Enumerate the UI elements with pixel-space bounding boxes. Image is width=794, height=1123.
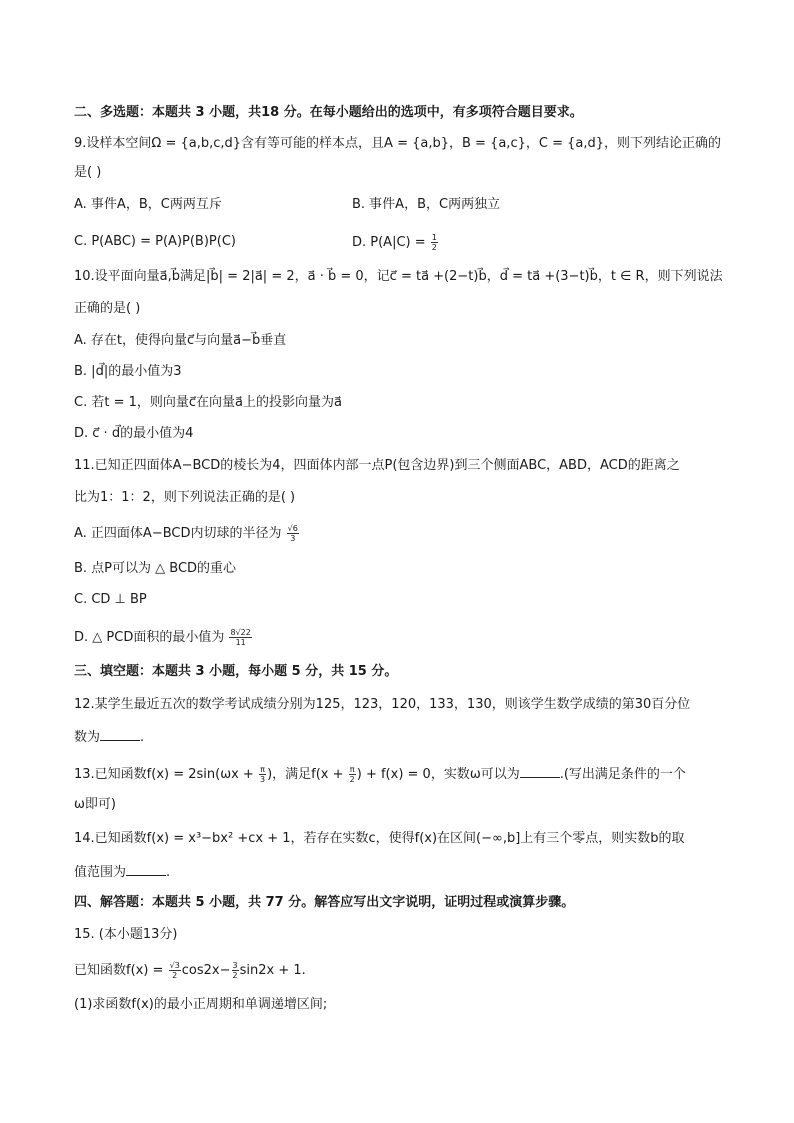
q9-option-d-fraction [431,233,438,252]
q14-answer-blank [126,862,166,876]
q13-text-part3: ) + f(x) = 0，实数ω可以为 [356,767,520,782]
q13-stem-line1 [74,764,686,784]
q12-stem-line2 [74,727,144,747]
fraction-numerator: 8√22 [230,628,251,637]
q12-text-suffix: . [140,730,145,745]
fraction-denominator: 3 [290,534,296,543]
q9-option-b: B. 事件A，B，C两两独立 [352,197,501,212]
q11-option-a-text: A. 正四面体A−BCD内切球的半径为 [74,526,282,541]
q15-fraction-3-2 [232,961,239,980]
fraction-denominator: 3 [259,775,266,784]
q13-text-part1: 13.已知函数f(x) = 2sin(ωx + [74,767,254,782]
q10-option-a: A. 存在t，使得向量c⃗与向量a⃗−b⃗垂直 [74,333,287,348]
fraction-denominator: 2 [232,971,238,980]
section-header-multi-choice: 二、多选题：本题共 3 小题，共18 分。在每小题给出的选项中，有多项符合题目要求。 [74,105,583,120]
fraction-numerator: √3 [169,961,180,970]
q14-text-prefix: 值范围为 [74,865,127,880]
q13-stem-line2: ω即可) [74,797,116,812]
q14-stem-line1: 14.已知函数f(x) = x³−bx² +cx + 1，若存在实数c，使得f(x)在区间(−∞,b]上有三个零点，则实数b的取 [74,831,685,846]
q13-text-part2: )，满足f(x + [267,767,344,782]
q15-text-prefix: 已知函数f(x) = [74,963,164,978]
section-header-fill-in: 三、填空题：本题共 3 小题，每小题 5 分，共 15 分。 [74,664,398,679]
fraction-denominator: 2 [172,971,178,980]
q11-stem-line1: 11.已知正四面体A−BCD的棱长为4，四面体内部一点P(包含边界)到三个侧面ABC，ABD，ACD的距离之 [74,458,680,473]
q10-option-d: D. c⃗ · d⃗的最小值为4 [74,426,194,441]
fraction-numerator: π [349,765,355,774]
q11-option-a [74,524,300,543]
fraction-numerator: 1 [431,233,437,242]
q12-stem-line1: 12.某学生最近五次的数学考试成绩分别为125，123，120，133，130，则该学生数学成绩的第30百分位 [74,697,691,712]
q11-option-a-fraction [287,524,299,543]
q15-part1: (1)求函数f(x)的最小正周期和单调递增区间; [74,997,328,1012]
q11-option-d-text: D. △ PCD面积的最小值为 [74,630,225,645]
q13-answer-blank [520,764,560,778]
q10-option-c: C. 若t = 1，则向量c⃗在向量a⃗上的投影向量为a⃗ [74,395,342,410]
q11-stem-line2: 比为1：1：2，则下列说法正确的是( ) [74,490,296,505]
q10-option-b: B. |d⃗|的最小值为3 [74,364,182,379]
q11-option-c: C. CD ⊥ BP [74,592,147,607]
q13-fraction-pi-3 [259,765,266,784]
q14-stem-line2 [74,862,170,882]
fraction-denominator: 11 [235,638,246,647]
fraction-numerator: π [260,765,265,774]
q9-option-c: C. P(ABC) = P(A)P(B)P(C) [74,234,236,249]
q10-stem-line1: 10.设平面向量a⃗,b⃗满足|b⃗| = 2|a⃗| = 2，a⃗ · b⃗ = 0，记c⃗ = ta⃗ +(2−t)b⃗，d⃗ = ta⃗ +(3−t)b⃗，t ∈ R，则下列说法 [74,269,723,284]
q15-text-mid: cos2x− [181,963,231,978]
q12-text-prefix: 数为 [74,730,101,745]
fraction-denominator: 2 [349,775,355,784]
q9-option-d [352,233,439,252]
q14-text-suffix: . [166,865,171,880]
q13-text-part4: .(写出满足条件的一个 [559,767,686,782]
section-header-solutions: 四、解答题：本题共 5 小题，共 77 分。解答应写出文字说明，证明过程或演算步骤。 [74,895,575,910]
q10-stem-line2: 正确的是( ) [74,301,141,316]
fraction-denominator: 2 [431,243,437,252]
q15-stem [74,961,306,980]
q15-title: 15. (本小题13分) [74,927,178,942]
q9-stem-line1: 9.设样本空间Ω = {a,b,c,d}含有等可能的样本点，且A = {a,b}，B = {a,c}，C = {a,d}，则下列结论正确的 [74,136,721,151]
fraction-numerator: 3 [232,961,238,970]
q13-fraction-pi-2 [349,765,356,784]
fraction-numerator: √6 [287,524,298,533]
q15-fraction-sqrt3-2 [169,961,181,980]
q11-option-b: B. 点P可以为 △ BCD的重心 [74,561,237,576]
q12-answer-blank [100,727,140,741]
q15-text-suffix: sin2x + 1. [239,963,306,978]
q9-option-a: A. 事件A，B，C两两互斥 [74,197,222,212]
q9-option-d-text: D. P(A|C) = [352,235,426,250]
q11-option-d-fraction [229,628,251,647]
q11-option-d [74,628,253,647]
q9-stem-line2: 是( ) [74,165,102,180]
